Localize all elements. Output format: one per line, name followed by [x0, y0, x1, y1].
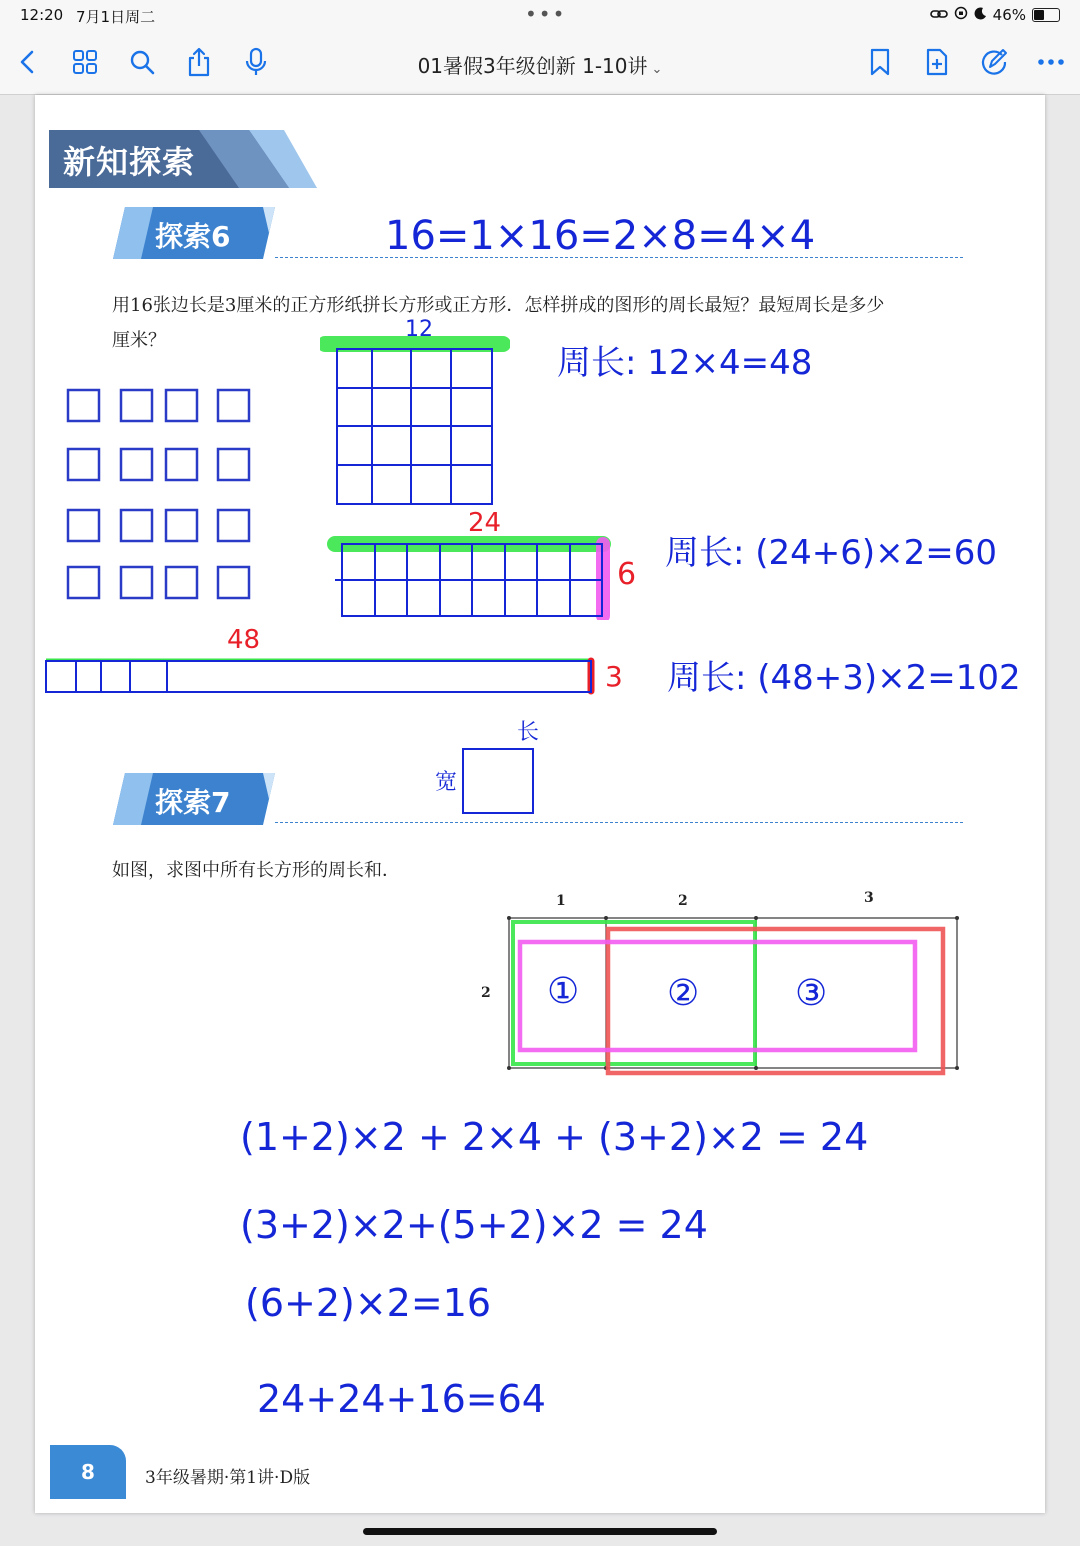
status-right [930, 6, 1060, 24]
explore7-question: 如图，求图中所有长方形的周长和． [112, 860, 400, 881]
moon-icon [974, 6, 987, 24]
handwritten-rect1-perimeter: 周长: (24+6)×2=60 [665, 533, 998, 573]
rect-grid-8x2 [327, 530, 617, 620]
handwritten-long-label: 长 [517, 720, 540, 745]
diagram-top-label-2: 2 [678, 893, 688, 909]
diagram-circle-1: ① [547, 971, 580, 1012]
footer-text: 3年级暑期·第1讲·D版 [145, 1468, 311, 1488]
status-bar [0, 0, 1080, 32]
explore6-question-line1: 用16张边长是3厘米的正方形纸拼长方形或正方形．怎样拼成的图形的周长最短？最短周长是多少 [112, 295, 885, 316]
bookmark-icon [869, 48, 891, 76]
handwritten-rect1-short: 6 [617, 557, 637, 592]
markup-button[interactable] [974, 42, 1014, 82]
diagram-top-label-1: 1 [556, 893, 566, 909]
handwritten-eq2: (3+2)×2+(5+2)×2 = 24 [240, 1203, 708, 1247]
handwritten-eq1: (1+2)×2 + 2×4 + (3+2)×2 = 24 [240, 1115, 869, 1159]
more-icon [1037, 58, 1065, 66]
orientation-lock-icon [954, 6, 968, 24]
battery-fill [1034, 10, 1044, 20]
document-page[interactable] [35, 95, 1045, 1513]
handwritten-rect1-long: 24 [468, 508, 502, 538]
sixteen-squares [65, 387, 255, 602]
diagram-side-label: 2 [481, 985, 491, 1001]
annotate-icon [980, 48, 1008, 76]
diagram-top-label-3: 3 [864, 890, 874, 906]
battery-percent: 46% [992, 6, 1026, 24]
handwritten-eq4: 24+24+16=64 [257, 1377, 546, 1421]
multitask-dots[interactable]: ••• [525, 2, 567, 26]
explore6-question-line2: 厘米？ [112, 330, 166, 351]
handwritten-eq3: (6+2)×2=16 [245, 1281, 492, 1325]
home-indicator[interactable] [363, 1528, 717, 1535]
diagram-circle-2: ② [667, 973, 700, 1014]
link-icon [930, 6, 948, 24]
square-grid-4x4 [320, 333, 510, 508]
handwritten-wide-label: 宽 [435, 770, 458, 795]
long-strip-16x1 [43, 655, 598, 697]
explore7-label: 探索7 [155, 786, 231, 819]
handwritten-square-side: 12 [405, 317, 433, 342]
handwritten-rect2-short: 3 [605, 660, 623, 693]
document-title-text: 01暑假3年级创新 1-10讲 [417, 54, 648, 78]
status-date: 7月1日周二 [76, 8, 156, 26]
status-time: 12:20 [20, 6, 64, 24]
reader-toolbar [0, 32, 1080, 95]
chevron-down-icon: ⌄ [651, 62, 663, 77]
explore6-label: 探索6 [155, 220, 231, 253]
handwritten-rect2-perimeter: 周长: (48+3)×2=102 [667, 658, 1021, 698]
diagram-circle-3: ③ [795, 973, 828, 1014]
handwritten-square-perimeter: 周长: 12×4=48 [557, 343, 813, 383]
battery-icon [1032, 8, 1060, 22]
explore7-divider [275, 822, 963, 823]
bookmark-button[interactable] [860, 42, 900, 82]
sketch-square [461, 747, 537, 815]
add-page-icon [925, 48, 949, 76]
add-page-button[interactable] [917, 42, 957, 82]
section-title: 新知探索 [63, 143, 196, 181]
page-number: 8 [50, 1445, 126, 1499]
handwritten-factorization: 16=1×16=2×8=4×4 [385, 213, 816, 259]
more-button[interactable] [1031, 42, 1071, 82]
handwritten-rect2-long: 48 [227, 625, 261, 655]
